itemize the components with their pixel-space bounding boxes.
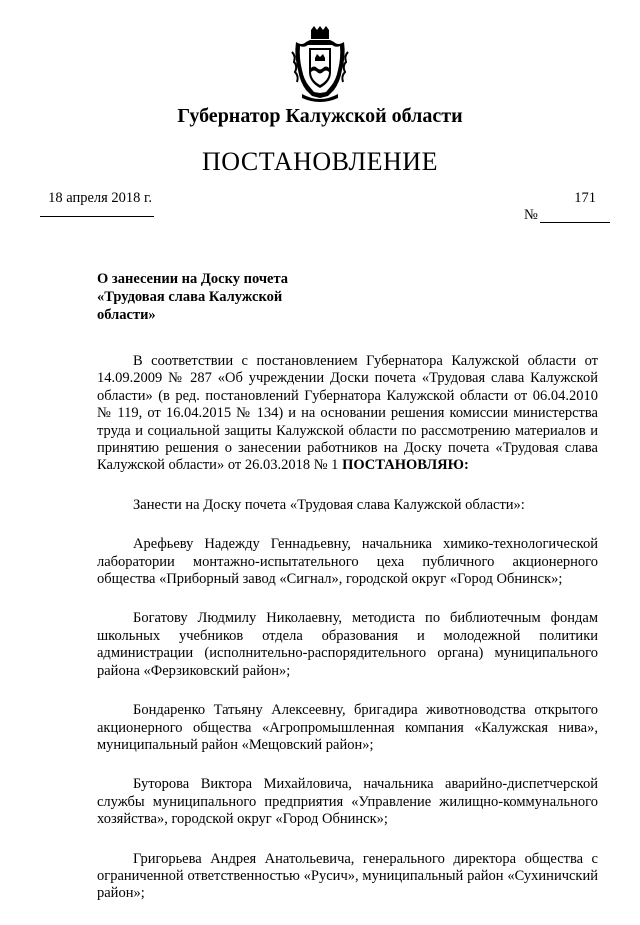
document-body xyxy=(97,353,598,925)
number-sign: № xyxy=(524,207,538,223)
subject-line: О занесении на Доску почета xyxy=(97,271,288,287)
subject-line: области» xyxy=(97,307,156,324)
subject-line: «Трудовая слава Калужской xyxy=(97,289,283,306)
coat-of-arms-emblem xyxy=(290,26,350,102)
document-type: ПОСТАНОВЛЕНИЕ xyxy=(202,147,438,176)
document-subject xyxy=(97,270,337,325)
person-paragraph: Богатову Людмилу Николаевну, методиста по библиотечным фондам школьных учебников отдела образования и молодежной политики администрации (исполнительно-распорядительного органа) муниципального района «Ферзиковский район»; xyxy=(97,610,598,679)
preamble-text: В соответствии с постановлением Губернатора Калужской области от 14.09.2009 № 287 «Об учреждении Доски почета «Трудовая слава Калужской области» (в ред. постановлений Губернатора Калужской области от 06.04.2010 № 119, от 16.04.2015 № 134) и на основании решения комиссии министерства труда и социальной защиты Калужской области по рассмотрению материалов и принятию решения о занесении работников на Доску почета «Трудовая слава Калужской области» от 26.03.2018 № 1 xyxy=(97,353,598,474)
document-date: 18 апреля 2018 г. xyxy=(48,190,152,206)
number-underline xyxy=(540,222,610,223)
date-field xyxy=(40,189,154,217)
number-field xyxy=(524,189,610,223)
person-paragraph: Буторова Виктора Михайловича, начальника аварийно-диспетчерской службы муниципального предприятия «Управление жилищно-коммунального хозяйства», городской округ «Город Обнинск»; xyxy=(97,776,598,828)
person-paragraph: Арефьеву Надежду Геннадьевну, начальника химико-технологической лаборатории монтажно-испытательного цеха публичного акционерного общества «Приборный завод «Сигнал», городской округ «Город Обнинск»; xyxy=(97,536,598,588)
person-paragraph: Григорьева Андрея Анатольевича, генерального директора общества с ограниченной ответственностью «Русич», муниципальный район «Сухиничский район»; xyxy=(97,850,598,902)
preamble-paragraph xyxy=(97,353,598,475)
person-paragraph: Бондаренко Татьяну Алексеевну, бригадира животноводства открытого акционерного общества «Агропромышленная компания «Калужская нива», муниципальный район «Мещовский район»; xyxy=(97,702,598,753)
resolve-word: ПОСТАНОВЛЯЮ: xyxy=(342,457,469,474)
date-underline xyxy=(40,216,154,217)
document-number: 171 xyxy=(574,190,596,206)
authority-title: Губернатор Калужской области xyxy=(177,105,463,127)
intro-paragraph: Занести на Доску почета «Трудовая слава Калужской области»: xyxy=(133,496,525,513)
